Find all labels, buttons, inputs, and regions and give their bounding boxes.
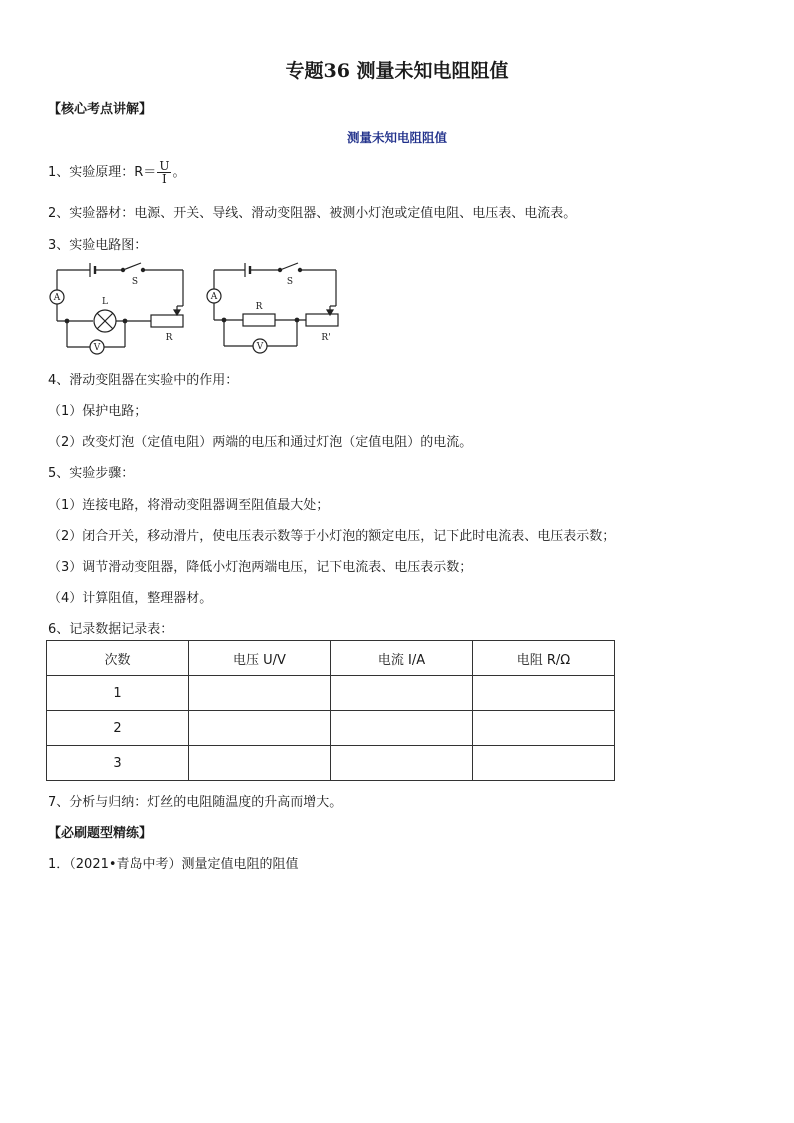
table-cell bbox=[189, 676, 331, 711]
table-cell bbox=[331, 746, 473, 781]
principle-prefix: 1、实验原理：R＝ bbox=[48, 165, 157, 180]
table-cell bbox=[331, 676, 473, 711]
rheostat-point-2: （2）改变灯泡（定值电阻）两端的电压和通过灯泡（定值电阻）的电流。 bbox=[48, 435, 473, 450]
step-4: （4）计算阻值，整理器材。 bbox=[48, 591, 213, 606]
table-header-cell: 电阻 R/Ω bbox=[473, 641, 615, 676]
switch-blade bbox=[280, 263, 298, 270]
table-cell bbox=[473, 711, 615, 746]
resistor-label: R bbox=[255, 302, 263, 312]
rheostat-point-1: （1）保护电路； bbox=[48, 404, 148, 419]
table-header-cell: 次数 bbox=[47, 641, 189, 676]
principle-line bbox=[48, 160, 185, 185]
formula-denominator: I bbox=[162, 172, 167, 186]
step-2: （2）闭合开关，移动滑片，使电压表示数等于小灯泡的额定电压，记下此时电流表、电压表示数； bbox=[48, 529, 616, 544]
table-cell: 2 bbox=[47, 711, 189, 746]
step-3: （3）调节滑动变阻器，降低小灯泡两端电压，记下电流表、电压表示数； bbox=[48, 560, 473, 575]
table-cell bbox=[473, 746, 615, 781]
question-1: 1．（2021•青岛中考）测量定值电阻的阻值 bbox=[48, 857, 299, 872]
table-row bbox=[47, 711, 615, 746]
slider-arrow-icon bbox=[174, 310, 180, 315]
equipment-line: 2、实验器材：电源、开关、导线、滑动变阻器、被测小灯泡或定值电阻、电压表、电流表。 bbox=[48, 206, 577, 221]
circuit-heading: 3、实验电路图： bbox=[48, 238, 148, 253]
principle-suffix: 。 bbox=[172, 165, 186, 180]
table-header-row bbox=[47, 641, 615, 676]
section-heading-practice: 【必刷题型精练】 bbox=[48, 826, 153, 841]
formula-fraction bbox=[157, 160, 171, 185]
table-cell bbox=[189, 746, 331, 781]
table-cell: 3 bbox=[47, 746, 189, 781]
table-header-cell: 电压 U/V bbox=[189, 641, 331, 676]
switch-label: S bbox=[286, 277, 294, 287]
circuit-diagram-lamp bbox=[45, 258, 195, 362]
voltmeter-label: V bbox=[93, 343, 101, 353]
step-1: （1）连接电路，将滑动变阻器调至阻值最大处； bbox=[48, 498, 330, 513]
switch-label: S bbox=[131, 277, 139, 287]
ammeter-label: A bbox=[210, 292, 218, 302]
conclusion-line: 7、分析与归纳：灯丝的电阻随温度的升高而增大。 bbox=[48, 795, 343, 810]
rheostat-heading: 4、滑动变阻器在实验中的作用： bbox=[48, 373, 239, 388]
steps-heading: 5、实验步骤： bbox=[48, 466, 135, 481]
rheostat-icon bbox=[151, 315, 183, 327]
circuit-diagram-resistor bbox=[200, 258, 350, 362]
table-heading: 6、记录数据记录表： bbox=[48, 622, 174, 637]
table-header-cell: 电流 I/A bbox=[331, 641, 473, 676]
formula-numerator: U bbox=[159, 159, 170, 173]
table-cell: 1 bbox=[47, 676, 189, 711]
table-row bbox=[47, 676, 615, 711]
table-cell bbox=[473, 676, 615, 711]
page-title: 专题36 测量未知电阻阻值 bbox=[285, 60, 509, 82]
lamp-label: L bbox=[102, 297, 108, 307]
section-subtitle: 测量未知电阻阻值 bbox=[346, 130, 447, 145]
rheostat-icon bbox=[306, 314, 338, 326]
table-cell bbox=[331, 711, 473, 746]
data-record-table bbox=[46, 640, 615, 781]
rheostat-label: R bbox=[165, 333, 173, 343]
voltmeter-label: V bbox=[256, 342, 264, 352]
table-cell bbox=[189, 711, 331, 746]
switch-blade bbox=[123, 263, 141, 270]
ammeter-label: A bbox=[53, 293, 61, 303]
table-row bbox=[47, 746, 615, 781]
resistor-icon bbox=[243, 314, 275, 326]
section-heading-core: 【核心考点讲解】 bbox=[48, 102, 153, 117]
rheostat-label: R' bbox=[321, 333, 331, 343]
